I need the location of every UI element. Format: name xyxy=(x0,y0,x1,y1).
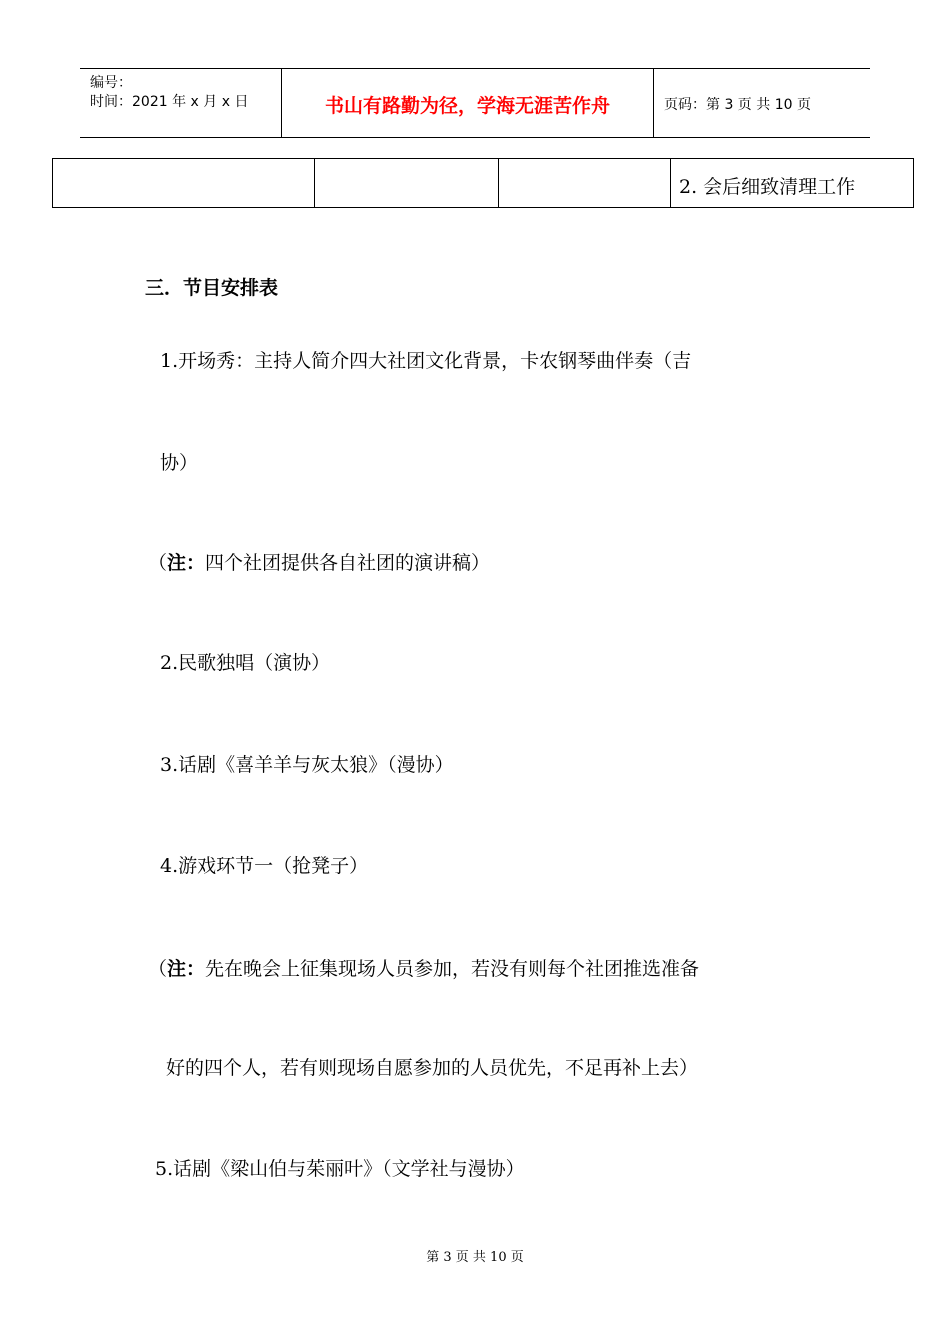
header-page-cell xyxy=(654,69,870,137)
page-header xyxy=(80,68,870,138)
note-2-text: 先在晚会上征集现场人员参加，若没有则每个社团推选准备 xyxy=(205,958,700,980)
note-1-label: 注： xyxy=(167,552,206,574)
program-item-3: 3.话剧《喜羊羊与灰太狼》（漫协） xyxy=(160,754,454,776)
note-2 xyxy=(148,954,699,981)
document-time-label: 时间：2021 年 x 月 x 日 xyxy=(90,94,249,110)
program-item-1-continued: 协） xyxy=(160,452,199,474)
schedule-table-fragment xyxy=(52,158,914,208)
note-1-paren: （ xyxy=(148,552,168,574)
program-item-4: 4.游戏环节一（抢凳子） xyxy=(160,855,369,877)
header-info-cell xyxy=(80,69,282,137)
note-2-label: 注： xyxy=(167,958,206,980)
program-item-2: 2.民歌独唱（演协） xyxy=(160,652,331,674)
note-2-continued: 好的四个人，若有则现场自愿参加的人员优先，不足再补上去） xyxy=(166,1057,699,1079)
table-cell-cleanup: 2. 会后细致清理工作 xyxy=(679,176,856,198)
document-number-label: 编号： xyxy=(90,75,132,91)
header-page-code: 页码：第 3 页 共 10 页 xyxy=(664,97,811,113)
page-footer: 第 3 页 共 10 页 xyxy=(426,1250,524,1265)
section-title: 三．节目安排表 xyxy=(145,277,279,299)
table-divider xyxy=(314,159,315,207)
table-divider xyxy=(670,159,671,207)
program-item-1: 1.开场秀：主持人简介四大社团文化背景，卡农钢琴曲伴奏（吉 xyxy=(160,350,692,372)
program-item-5: 5.话剧《梁山伯与茱丽叶》（文学社与漫协） xyxy=(155,1158,525,1180)
header-motto: 书山有路勤为径，学海无涯苦作舟 xyxy=(324,95,610,117)
table-divider xyxy=(498,159,499,207)
note-2-paren: （ xyxy=(148,958,168,980)
header-motto-cell xyxy=(282,69,654,137)
note-1-text: 四个社团提供各自社团的演讲稿） xyxy=(205,552,491,574)
note-1 xyxy=(148,548,490,575)
